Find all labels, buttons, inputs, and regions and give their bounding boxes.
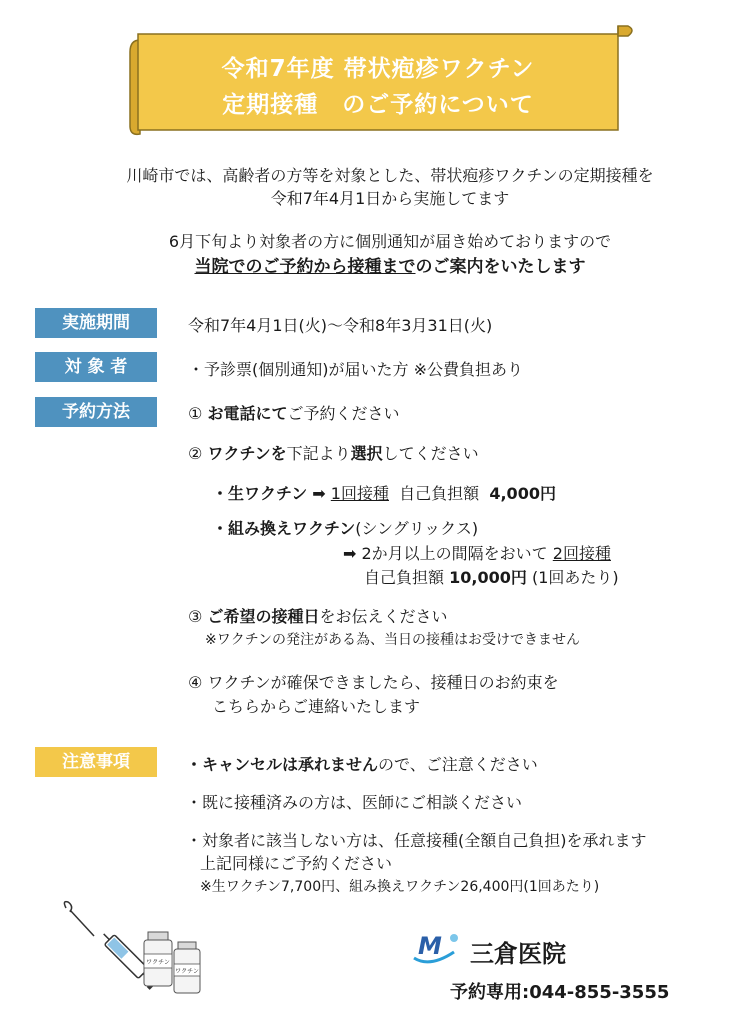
recombinant-interval: 2か月以上の間隔をおいて [361, 544, 548, 563]
step2-bold2: 選択 [350, 444, 383, 463]
step3-rest: をお伝えください [319, 607, 448, 626]
live-vaccine-name: ・生ワクチン [212, 484, 308, 503]
step1-rest: ご予約ください [287, 404, 400, 423]
recombinant-doses: 2回接種 [552, 544, 611, 563]
recombinant-per-dose: (1回あたり) [531, 568, 619, 587]
clinic-phone: 予約専用:044-855-3555 [450, 982, 670, 1003]
step1-bold: お電話にて [207, 404, 288, 423]
intro-line4 [60, 252, 720, 277]
step4 [188, 670, 559, 693]
svg-text:M: M [418, 932, 442, 960]
recombinant-cost-row [364, 565, 619, 588]
clinic-name: 三倉医院 [470, 940, 566, 968]
intro-emphasis: 当院でのご予約から接種まで [194, 257, 416, 277]
step1-number: ① [188, 404, 203, 423]
live-vaccine-doses: 1回接種 [330, 484, 389, 503]
note-1 [186, 752, 538, 775]
note-1-bold: ・キャンセルは承れません [186, 755, 379, 774]
notes-label: 注意事項 [35, 747, 157, 777]
recombinant-cost: 10,000円 [449, 568, 527, 587]
banner-title-line2: 定期接種 のご予約について [222, 92, 534, 118]
live-cost-label: 自己負担額 [399, 484, 480, 503]
step3-note: ※ワクチンの発注がある為、当日の接種はお受けできません [205, 632, 581, 648]
target-text: ・予診票(個別通知)が届いた方 ※公費負担あり [188, 360, 523, 379]
note-1-rest: ので、ご注意ください [378, 755, 538, 774]
vial-label-2: ワクチン [175, 968, 199, 975]
note-2: ・既に接種済みの方は、医師にご相談ください [186, 793, 523, 812]
step2-number: ② [188, 444, 203, 463]
step4-line1: ワクチンが確保できましたら、接種日のお約束を [207, 673, 559, 692]
arrow-icon: ➡ [343, 544, 357, 563]
recombinant-interval-row [343, 541, 611, 564]
intro-line2: 令和7年4月1日から実施してます [270, 189, 510, 208]
arrow-icon: ➡ [312, 484, 326, 503]
step3 [188, 604, 447, 627]
step3-bold: ご希望の接種日 [207, 607, 320, 626]
step3-number: ③ [188, 607, 203, 626]
recombinant-vaccine-row [212, 516, 478, 539]
vial-label-1: ワクチン [146, 959, 170, 966]
target-label: 対 象 者 [35, 352, 157, 382]
live-vaccine-cost: 4,000円 [489, 484, 556, 503]
clinic-logo-icon [410, 928, 466, 968]
period-label: 実施期間 [35, 308, 157, 338]
banner-title-line1: 令和7年度 帯状疱疹ワクチン [221, 56, 535, 82]
live-vaccine-row [212, 481, 556, 504]
note-3-line3: ※生ワクチン7,700円、組み換えワクチン26,400円(1回あたり) [200, 879, 600, 895]
intro-line1: 川崎市では、高齢者の方等を対象とした、帯状疱疹ワクチンの定期接種を [126, 166, 654, 185]
step2-rest: してください [382, 444, 479, 463]
recombinant-vaccine-name: ・組み換えワクチン [212, 519, 356, 538]
recombinant-brand: (シングリックス) [355, 519, 479, 538]
step2-bold1: ワクチンを [207, 444, 287, 463]
intro-line4-rest: のご案内をいたします [415, 257, 586, 277]
reserve-label: 予約方法 [35, 397, 157, 427]
step4-line2: こちらからご連絡いたします [212, 697, 421, 716]
note-3-line1: ・対象者に該当しない方は、任意接種(全額自己負担)を承れます [186, 831, 647, 850]
step4-number: ④ [188, 673, 203, 692]
step2-mid: 下記より [286, 444, 351, 463]
step1 [188, 401, 399, 424]
period-text: 令和7年4月1日(火)～令和8年3月31日(火) [188, 316, 493, 335]
step2 [188, 441, 479, 464]
note-3-line2: 上記同様にご予約ください [200, 854, 393, 873]
recombinant-cost-label: 自己負担額 [364, 568, 445, 587]
intro-line3: 6月下旬より対象者の方に個別通知が届き始めておりますので [168, 232, 612, 251]
